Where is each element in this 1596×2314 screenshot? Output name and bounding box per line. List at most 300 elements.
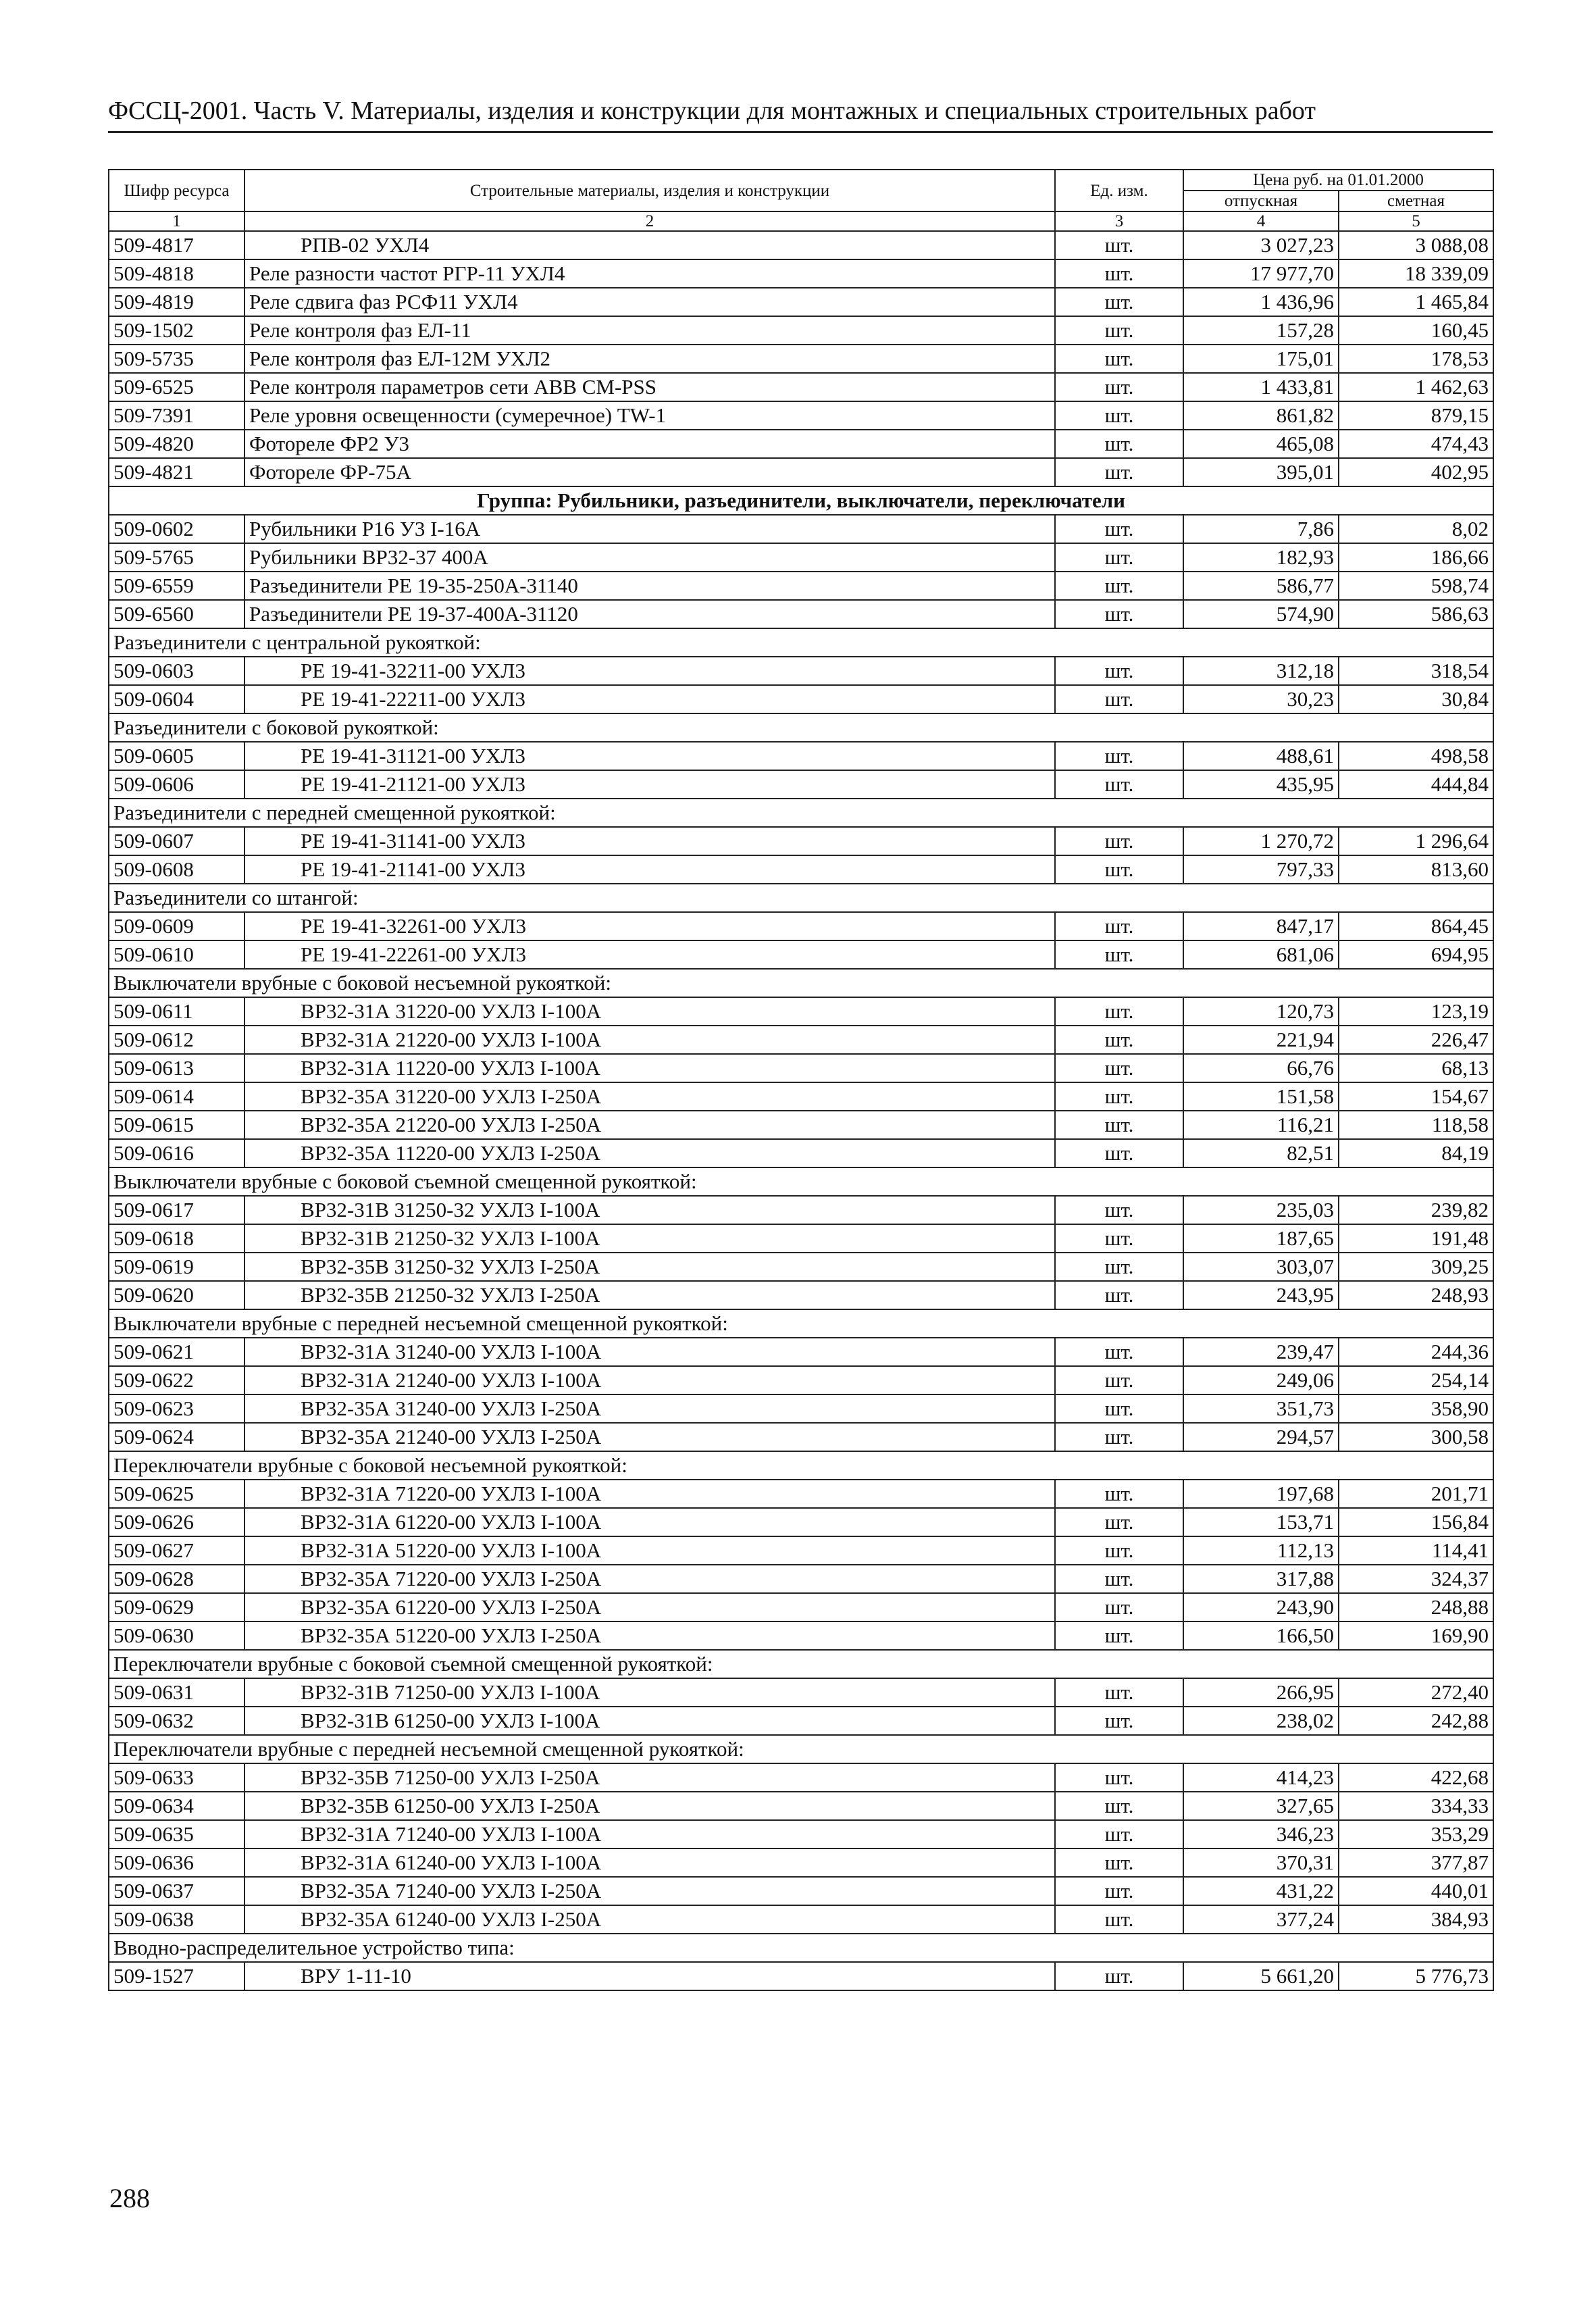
release-price-cell: 112,13 (1183, 1536, 1339, 1565)
table-row (109, 657, 1493, 685)
release-price-cell: 116,21 (1183, 1111, 1339, 1139)
unit-cell: шт. (1055, 1678, 1183, 1707)
resource-code-cell: 509-0632 (109, 1707, 244, 1735)
subgroup-heading: Разъединители со штангой: (109, 884, 1493, 912)
table-row (109, 1111, 1493, 1139)
material-name-cell: ВР32-31А 31240-00 УХЛ3 I-100А (244, 1338, 1055, 1366)
table-row (109, 515, 1493, 543)
resource-code-cell: 509-0636 (109, 1848, 244, 1877)
release-price-cell: 197,68 (1183, 1480, 1339, 1508)
table-row (109, 1905, 1493, 1934)
material-name-cell: ВР32-35А 31220-00 УХЛ3 I-250А (244, 1082, 1055, 1111)
table-row (109, 1565, 1493, 1593)
table-row (109, 1338, 1493, 1366)
col-number-2: 2 (244, 211, 1055, 231)
material-name-cell: ВР32-35А 21240-00 УХЛ3 I-250А (244, 1423, 1055, 1451)
estimate-price-cell: 118,58 (1339, 1111, 1493, 1139)
unit-cell: шт. (1055, 259, 1183, 288)
group-heading-row (109, 486, 1493, 515)
unit-cell: шт. (1055, 1905, 1183, 1934)
estimate-price-cell: 324,37 (1339, 1565, 1493, 1593)
estimate-price-cell: 1 465,84 (1339, 288, 1493, 316)
unit-cell: шт. (1055, 600, 1183, 628)
material-name-cell: ВР32-31В 21250-32 УХЛ3 I-100А (244, 1224, 1055, 1253)
estimate-price-cell: 694,95 (1339, 940, 1493, 969)
table-row (109, 1536, 1493, 1565)
material-name-cell: ВР32-31А 61220-00 УХЛ3 I-100А (244, 1508, 1055, 1536)
subgroup-heading: Вводно-распределительное устройство типа: (109, 1934, 1493, 1962)
material-name-cell: ВР32-31В 31250-32 УХЛ3 I-100А (244, 1196, 1055, 1224)
table-row (109, 1707, 1493, 1735)
unit-cell: шт. (1055, 1111, 1183, 1139)
unit-cell: шт. (1055, 1508, 1183, 1536)
table-row (109, 458, 1493, 486)
estimate-price-cell: 5 776,73 (1339, 1962, 1493, 1990)
estimate-price-cell: 248,93 (1339, 1281, 1493, 1309)
material-name-cell: РЕ 19-41-21121-00 УХЛ3 (244, 770, 1055, 799)
resource-code-cell: 509-0624 (109, 1423, 244, 1451)
material-name-cell: Разъединители РЕ 19-35-250А-31140 (244, 572, 1055, 600)
release-price-cell: 66,76 (1183, 1054, 1339, 1082)
table-row (109, 855, 1493, 884)
release-price-cell: 3 027,23 (1183, 231, 1339, 259)
material-name-cell: ВР32-35В 31250-32 УХЛ3 I-250А (244, 1253, 1055, 1281)
estimate-price-cell: 123,19 (1339, 997, 1493, 1026)
material-name-cell: РЕ 19-41-21141-00 УХЛ3 (244, 855, 1055, 884)
col-header-name: Строительные материалы, изделия и конструкции (244, 170, 1055, 211)
table-row (109, 1253, 1493, 1281)
subgroup-heading: Выключатели врубные с передней несъемной смещенной рукояткой: (109, 1309, 1493, 1338)
unit-cell: шт. (1055, 1480, 1183, 1508)
release-price-cell: 377,24 (1183, 1905, 1339, 1934)
table-row (109, 1423, 1493, 1451)
subgroup-heading-row (109, 1650, 1493, 1678)
page-header: ФССЦ-2001. Часть V. Материалы, изделия и конструкции для монтажных и специальных строительных работ (108, 92, 1493, 133)
unit-cell: шт. (1055, 1536, 1183, 1565)
release-price-cell: 221,94 (1183, 1026, 1339, 1054)
estimate-price-cell: 353,29 (1339, 1820, 1493, 1848)
release-price-cell: 238,02 (1183, 1707, 1339, 1735)
unit-cell: шт. (1055, 1565, 1183, 1593)
table-row (109, 401, 1493, 430)
estimate-price-cell: 474,43 (1339, 430, 1493, 458)
resource-code-cell: 509-0613 (109, 1054, 244, 1082)
estimate-price-cell: 444,84 (1339, 770, 1493, 799)
resource-code-cell: 509-6525 (109, 373, 244, 401)
estimate-price-cell: 498,58 (1339, 742, 1493, 770)
material-name-cell: Рубильники Р16 У3 I-16A (244, 515, 1055, 543)
resource-code-cell: 509-0611 (109, 997, 244, 1026)
material-name-cell: Разъединители РЕ 19-37-400А-31120 (244, 600, 1055, 628)
release-price-cell: 30,23 (1183, 685, 1339, 713)
estimate-price-cell: 598,74 (1339, 572, 1493, 600)
release-price-cell: 586,77 (1183, 572, 1339, 600)
material-name-cell: ВР32-35А 11220-00 УХЛ3 I-250А (244, 1139, 1055, 1167)
estimate-price-cell: 8,02 (1339, 515, 1493, 543)
release-price-cell: 370,31 (1183, 1848, 1339, 1877)
table-row (109, 1820, 1493, 1848)
estimate-price-cell: 377,87 (1339, 1848, 1493, 1877)
table-row (109, 827, 1493, 855)
material-name-cell: Реле контроля параметров сети ABB CM-PSS (244, 373, 1055, 401)
resource-code-cell: 509-1502 (109, 316, 244, 345)
resource-code-cell: 509-4818 (109, 259, 244, 288)
estimate-price-cell: 178,53 (1339, 345, 1493, 373)
unit-cell: шт. (1055, 1621, 1183, 1650)
resource-code-cell: 509-4817 (109, 231, 244, 259)
release-price-cell: 797,33 (1183, 855, 1339, 884)
material-name-cell: ВР32-35А 21220-00 УХЛ3 I-250А (244, 1111, 1055, 1139)
material-name-cell: ВР32-35А 71240-00 УХЛ3 I-250А (244, 1877, 1055, 1905)
subgroup-heading-row (109, 713, 1493, 742)
table-row (109, 1082, 1493, 1111)
table-row (109, 572, 1493, 600)
resource-code-cell: 509-5765 (109, 543, 244, 572)
table-row (109, 1962, 1493, 1990)
resource-code-cell: 509-0607 (109, 827, 244, 855)
unit-cell: шт. (1055, 742, 1183, 770)
resource-code-cell: 509-4820 (109, 430, 244, 458)
material-name-cell: ВР32-35А 51220-00 УХЛ3 I-250А (244, 1621, 1055, 1650)
estimate-price-cell: 272,40 (1339, 1678, 1493, 1707)
material-name-cell: ВР32-35А 31240-00 УХЛ3 I-250А (244, 1394, 1055, 1423)
material-name-cell: ВР32-31А 61240-00 УХЛ3 I-100А (244, 1848, 1055, 1877)
estimate-price-cell: 864,45 (1339, 912, 1493, 940)
resource-code-cell: 509-0627 (109, 1536, 244, 1565)
release-price-cell: 182,93 (1183, 543, 1339, 572)
estimate-price-cell: 309,25 (1339, 1253, 1493, 1281)
release-price-cell: 175,01 (1183, 345, 1339, 373)
estimate-price-cell: 154,67 (1339, 1082, 1493, 1111)
resource-code-cell: 509-0634 (109, 1792, 244, 1820)
table-row (109, 770, 1493, 799)
estimate-price-cell: 384,93 (1339, 1905, 1493, 1934)
unit-cell: шт. (1055, 316, 1183, 345)
unit-cell: шт. (1055, 231, 1183, 259)
resource-code-cell: 509-0612 (109, 1026, 244, 1054)
release-price-cell: 574,90 (1183, 600, 1339, 628)
unit-cell: шт. (1055, 997, 1183, 1026)
estimate-price-cell: 156,84 (1339, 1508, 1493, 1536)
release-price-cell: 346,23 (1183, 1820, 1339, 1848)
material-name-cell: ВР32-31В 61250-00 УХЛ3 I-100А (244, 1707, 1055, 1735)
resource-code-cell: 509-0621 (109, 1338, 244, 1366)
material-name-cell: ВР32-35В 71250-00 УХЛ3 I-250А (244, 1763, 1055, 1792)
unit-cell: шт. (1055, 401, 1183, 430)
material-name-cell: Реле контроля фаз ЕЛ-12М УХЛ2 (244, 345, 1055, 373)
subgroup-heading: Выключатели врубные с боковой съемной смещенной рукояткой: (109, 1167, 1493, 1196)
release-price-cell: 351,73 (1183, 1394, 1339, 1423)
release-price-cell: 1 270,72 (1183, 827, 1339, 855)
estimate-price-cell: 114,41 (1339, 1536, 1493, 1565)
resource-code-cell: 509-0622 (109, 1366, 244, 1394)
material-name-cell: Реле контроля фаз ЕЛ-11 (244, 316, 1055, 345)
unit-cell: шт. (1055, 1082, 1183, 1111)
table-row (109, 1877, 1493, 1905)
estimate-price-cell: 334,33 (1339, 1792, 1493, 1820)
estimate-price-cell: 1 462,63 (1339, 373, 1493, 401)
unit-cell: шт. (1055, 515, 1183, 543)
material-name-cell: ВР32-31В 71250-00 УХЛ3 I-100А (244, 1678, 1055, 1707)
unit-cell: шт. (1055, 1593, 1183, 1621)
col-number-5: 5 (1339, 211, 1493, 231)
resource-code-cell: 509-0617 (109, 1196, 244, 1224)
material-name-cell: Фотореле ФР-75А (244, 458, 1055, 486)
resource-code-cell: 509-0602 (109, 515, 244, 543)
release-price-cell: 243,95 (1183, 1281, 1339, 1309)
material-name-cell: ВР32-31А 21220-00 УХЛ3 I-100А (244, 1026, 1055, 1054)
material-name-cell: ВР32-35В 21250-32 УХЛ3 I-250А (244, 1281, 1055, 1309)
resource-code-cell: 509-0608 (109, 855, 244, 884)
unit-cell: шт. (1055, 912, 1183, 940)
table-row (109, 1593, 1493, 1621)
estimate-price-cell: 1 296,64 (1339, 827, 1493, 855)
release-price-cell: 312,18 (1183, 657, 1339, 685)
resource-code-cell: 509-0635 (109, 1820, 244, 1848)
material-name-cell: РЕ 19-41-22211-00 УХЛ3 (244, 685, 1055, 713)
table-row (109, 912, 1493, 940)
resource-code-cell: 509-0630 (109, 1621, 244, 1650)
table-row (109, 231, 1493, 259)
table-row (109, 600, 1493, 628)
release-price-cell: 1 436,96 (1183, 288, 1339, 316)
resource-code-cell: 509-0625 (109, 1480, 244, 1508)
table-row (109, 742, 1493, 770)
release-price-cell: 243,90 (1183, 1593, 1339, 1621)
unit-cell: шт. (1055, 1763, 1183, 1792)
unit-cell: шт. (1055, 1792, 1183, 1820)
table-row (109, 430, 1493, 458)
unit-cell: шт. (1055, 1281, 1183, 1309)
unit-cell: шт. (1055, 543, 1183, 572)
release-price-cell: 7,86 (1183, 515, 1339, 543)
release-price-cell: 861,82 (1183, 401, 1339, 430)
unit-cell: шт. (1055, 855, 1183, 884)
col-number-4: 4 (1183, 211, 1339, 231)
release-price-cell: 395,01 (1183, 458, 1339, 486)
estimate-price-cell: 248,88 (1339, 1593, 1493, 1621)
estimate-price-cell: 358,90 (1339, 1394, 1493, 1423)
subgroup-heading-row (109, 1451, 1493, 1480)
price-table (108, 169, 1494, 1991)
subgroup-heading-row (109, 1735, 1493, 1763)
unit-cell: шт. (1055, 345, 1183, 373)
estimate-price-cell: 422,68 (1339, 1763, 1493, 1792)
unit-cell: шт. (1055, 827, 1183, 855)
release-price-cell: 414,23 (1183, 1763, 1339, 1792)
estimate-price-cell: 440,01 (1339, 1877, 1493, 1905)
subgroup-heading-row (109, 969, 1493, 997)
material-name-cell: ВР32-31А 31220-00 УХЛ3 I-100А (244, 997, 1055, 1026)
estimate-price-cell: 169,90 (1339, 1621, 1493, 1650)
material-name-cell: Рубильники ВР32-37 400А (244, 543, 1055, 572)
unit-cell: шт. (1055, 1196, 1183, 1224)
material-name-cell: Реле разности частот РГР-11 УХЛ4 (244, 259, 1055, 288)
table-row (109, 259, 1493, 288)
table-row (109, 1366, 1493, 1394)
material-name-cell: Фотореле ФР2 У3 (244, 430, 1055, 458)
resource-code-cell: 509-4819 (109, 288, 244, 316)
subgroup-heading: Переключатели врубные с боковой съемной смещенной рукояткой: (109, 1650, 1493, 1678)
table-row (109, 1281, 1493, 1309)
col-header-code: Шифр ресурса (109, 170, 244, 211)
resource-code-cell: 509-0637 (109, 1877, 244, 1905)
unit-cell: шт. (1055, 373, 1183, 401)
subgroup-heading-row (109, 884, 1493, 912)
release-price-cell: 431,22 (1183, 1877, 1339, 1905)
unit-cell: шт. (1055, 770, 1183, 799)
release-price-cell: 249,06 (1183, 1366, 1339, 1394)
unit-cell: шт. (1055, 1366, 1183, 1394)
resource-code-cell: 509-0628 (109, 1565, 244, 1593)
unit-cell: шт. (1055, 1338, 1183, 1366)
unit-cell: шт. (1055, 1423, 1183, 1451)
table-body (109, 231, 1493, 1990)
table-row (109, 1224, 1493, 1253)
col-header-estimate: сметная (1339, 191, 1493, 211)
col-number-1: 1 (109, 211, 244, 231)
table-row (109, 373, 1493, 401)
material-name-cell: Реле уровня освещенности (сумеречное) TW-1 (244, 401, 1055, 430)
estimate-price-cell: 813,60 (1339, 855, 1493, 884)
resource-code-cell: 509-0605 (109, 742, 244, 770)
table-row (109, 288, 1493, 316)
unit-cell: шт. (1055, 1139, 1183, 1167)
estimate-price-cell: 160,45 (1339, 316, 1493, 345)
resource-code-cell: 509-4821 (109, 458, 244, 486)
resource-code-cell: 509-0638 (109, 1905, 244, 1934)
estimate-price-cell: 318,54 (1339, 657, 1493, 685)
table-row (109, 1026, 1493, 1054)
group-heading: Группа: Рубильники, разъединители, выключатели, переключатели (109, 486, 1493, 515)
release-price-cell: 1 433,81 (1183, 373, 1339, 401)
resource-code-cell: 509-0606 (109, 770, 244, 799)
table-row (109, 940, 1493, 969)
col-header-release: отпускная (1183, 191, 1339, 211)
subgroup-heading: Переключатели врубные с боковой несъемной рукояткой: (109, 1451, 1493, 1480)
resource-code-cell: 509-0623 (109, 1394, 244, 1423)
material-name-cell: ВР32-35А 71220-00 УХЛ3 I-250А (244, 1565, 1055, 1593)
material-name-cell: РПВ-02 УХЛ4 (244, 231, 1055, 259)
resource-code-cell: 509-0604 (109, 685, 244, 713)
material-name-cell: Реле сдвига фаз РСФ11 УХЛ4 (244, 288, 1055, 316)
material-name-cell: ВР32-31А 71240-00 УХЛ3 I-100А (244, 1820, 1055, 1848)
release-price-cell: 153,71 (1183, 1508, 1339, 1536)
table-row (109, 543, 1493, 572)
unit-cell: шт. (1055, 288, 1183, 316)
material-name-cell: РЕ 19-41-32211-00 УХЛ3 (244, 657, 1055, 685)
release-price-cell: 327,65 (1183, 1792, 1339, 1820)
unit-cell: шт. (1055, 685, 1183, 713)
subgroup-heading-row (109, 1167, 1493, 1196)
release-price-cell: 82,51 (1183, 1139, 1339, 1167)
table-row (109, 1480, 1493, 1508)
resource-code-cell: 509-6559 (109, 572, 244, 600)
table-row (109, 1139, 1493, 1167)
release-price-cell: 266,95 (1183, 1678, 1339, 1707)
resource-code-cell: 509-0609 (109, 912, 244, 940)
release-price-cell: 166,50 (1183, 1621, 1339, 1650)
col-header-price: Цена руб. на 01.01.2000 (1183, 170, 1493, 191)
release-price-cell: 17 977,70 (1183, 259, 1339, 288)
unit-cell: шт. (1055, 572, 1183, 600)
resource-code-cell: 509-0614 (109, 1082, 244, 1111)
resource-code-cell: 509-0619 (109, 1253, 244, 1281)
material-name-cell: ВР32-31А 21240-00 УХЛ3 I-100А (244, 1366, 1055, 1394)
estimate-price-cell: 84,19 (1339, 1139, 1493, 1167)
resource-code-cell: 509-0616 (109, 1139, 244, 1167)
resource-code-cell: 509-0615 (109, 1111, 244, 1139)
material-name-cell: ВРУ 1-11-10 (244, 1962, 1055, 1990)
unit-cell: шт. (1055, 458, 1183, 486)
resource-code-cell: 509-7391 (109, 401, 244, 430)
unit-cell: шт. (1055, 430, 1183, 458)
release-price-cell: 435,95 (1183, 770, 1339, 799)
material-name-cell: ВР32-35А 61240-00 УХЛ3 I-250А (244, 1905, 1055, 1934)
estimate-price-cell: 402,95 (1339, 458, 1493, 486)
unit-cell: шт. (1055, 1253, 1183, 1281)
release-price-cell: 317,88 (1183, 1565, 1339, 1593)
material-name-cell: РЕ 19-41-22261-00 УХЛ3 (244, 940, 1055, 969)
resource-code-cell: 509-0603 (109, 657, 244, 685)
resource-code-cell: 509-5735 (109, 345, 244, 373)
estimate-price-cell: 239,82 (1339, 1196, 1493, 1224)
material-name-cell: ВР32-35А 61220-00 УХЛ3 I-250А (244, 1593, 1055, 1621)
release-price-cell: 151,58 (1183, 1082, 1339, 1111)
table-row (109, 1508, 1493, 1536)
resource-code-cell: 509-0633 (109, 1763, 244, 1792)
estimate-price-cell: 242,88 (1339, 1707, 1493, 1735)
estimate-price-cell: 226,47 (1339, 1026, 1493, 1054)
table-row (109, 1763, 1493, 1792)
estimate-price-cell: 186,66 (1339, 543, 1493, 572)
release-price-cell: 235,03 (1183, 1196, 1339, 1224)
release-price-cell: 239,47 (1183, 1338, 1339, 1366)
subgroup-heading: Переключатели врубные с передней несъемной смещенной рукояткой: (109, 1735, 1493, 1763)
estimate-price-cell: 68,13 (1339, 1054, 1493, 1082)
table-row (109, 1678, 1493, 1707)
estimate-price-cell: 300,58 (1339, 1423, 1493, 1451)
subgroup-heading: Разъединители с центральной рукояткой: (109, 628, 1493, 657)
release-price-cell: 303,07 (1183, 1253, 1339, 1281)
release-price-cell: 488,61 (1183, 742, 1339, 770)
table-row (109, 1054, 1493, 1082)
estimate-price-cell: 586,63 (1339, 600, 1493, 628)
estimate-price-cell: 3 088,08 (1339, 231, 1493, 259)
resource-code-cell: 509-1527 (109, 1962, 244, 1990)
estimate-price-cell: 18 339,09 (1339, 259, 1493, 288)
unit-cell: шт. (1055, 1026, 1183, 1054)
estimate-price-cell: 254,14 (1339, 1366, 1493, 1394)
unit-cell: шт. (1055, 1877, 1183, 1905)
material-name-cell: РЕ 19-41-31141-00 УХЛ3 (244, 827, 1055, 855)
subgroup-heading-row (109, 1934, 1493, 1962)
material-name-cell: ВР32-31А 71220-00 УХЛ3 I-100А (244, 1480, 1055, 1508)
table-row (109, 316, 1493, 345)
subgroup-heading: Разъединители с передней смещенной рукояткой: (109, 799, 1493, 827)
subgroup-heading: Выключатели врубные с боковой несъемной рукояткой: (109, 969, 1493, 997)
release-price-cell: 294,57 (1183, 1423, 1339, 1451)
estimate-price-cell: 191,48 (1339, 1224, 1493, 1253)
material-name-cell: РЕ 19-41-31121-00 УХЛ3 (244, 742, 1055, 770)
estimate-price-cell: 201,71 (1339, 1480, 1493, 1508)
release-price-cell: 681,06 (1183, 940, 1339, 969)
table-row (109, 1792, 1493, 1820)
table-row (109, 685, 1493, 713)
resource-code-cell: 509-6560 (109, 600, 244, 628)
resource-code-cell: 509-0629 (109, 1593, 244, 1621)
resource-code-cell: 509-0618 (109, 1224, 244, 1253)
